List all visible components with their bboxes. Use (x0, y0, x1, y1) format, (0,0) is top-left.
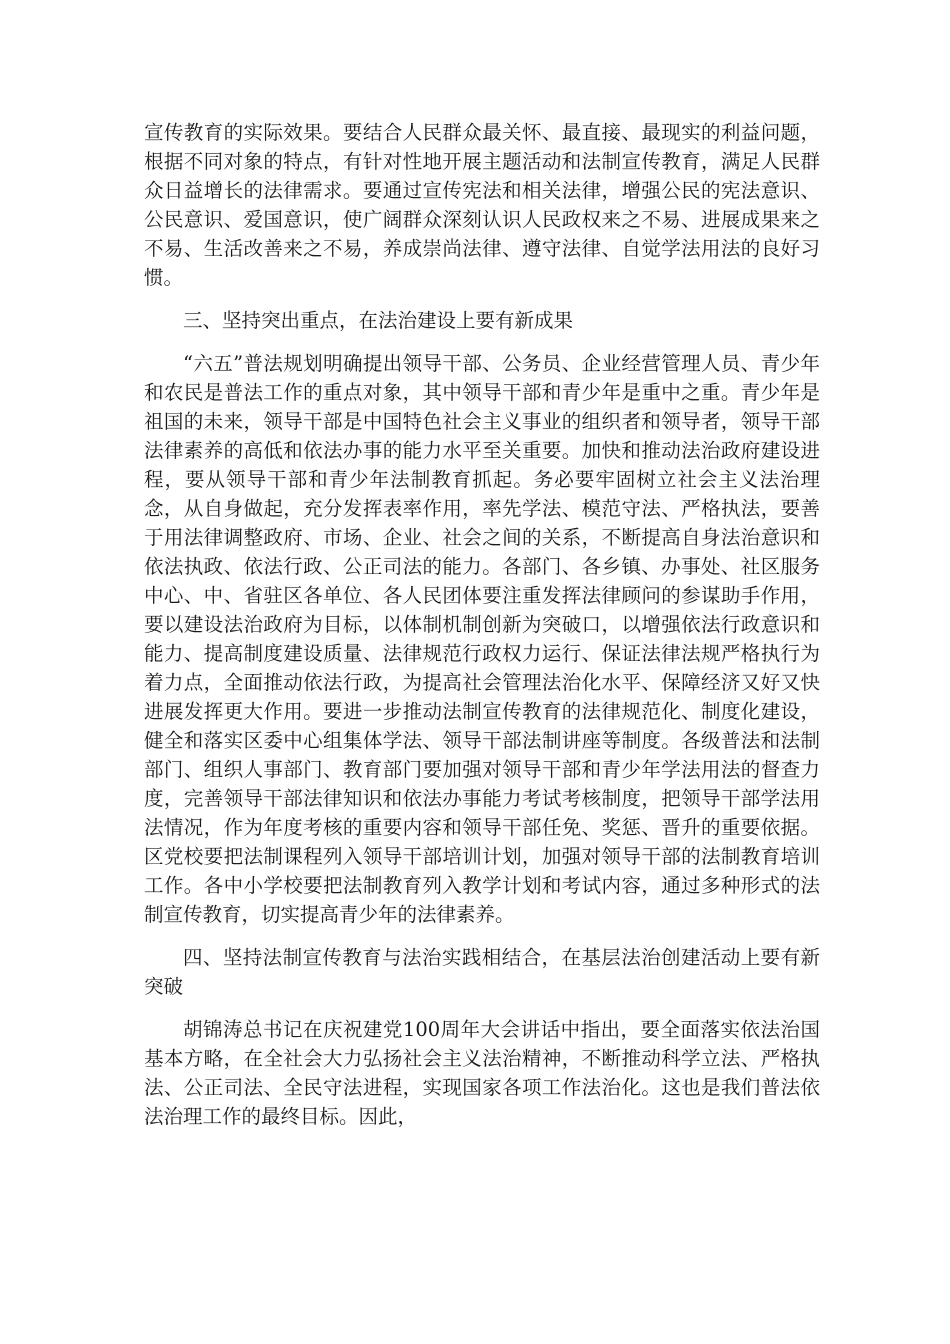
section-heading-3: 三、坚持突出重点，在法治建设上要有新成果 (183, 309, 574, 332)
body-paragraph-1: 宣传教育的实际效果。要结合人民群众最关怀、最直接、最现实的利益问题，根据不同对象的特点，有针对性地开展主题活动和法制宣传教育，满足人民群众日益增长的法律需求。要通过宣传宪法和相关法律，增强公民的宪法意识、公民意识、爱国意识，使广阔群众深刻认识人民政权来之不易、进展成果来之不易、生活改善来之不易，养成崇尚法律、遵守法律、自觉学法用法的良好习惯。 (144, 121, 820, 289)
section-heading-4: 四、坚持法制宣传教育与法治实践相结合，在基层法治创建活动上要有新突破 (144, 946, 820, 998)
body-paragraph-2: “六五”普法规划明确提出领导干部、公务员、企业经营管理人员、青少年和农民是普法工作的重点对象，其中领导干部和青少年是重中之重。青少年是祖国的未来，领导干部是中国特色社会主义事业的组织者和领导者，领导干部法律素养的高低和依法办事的能力水平至关重要。加快和推动法治政府建设进程，要从领导干部和青少年法制教育抓起。务必要牢固树立社会主义法治理念，从自身做起，充分发挥表率作用，率先学法、模范守法、严格执法，要善于用法律调整政府、市场、企业、社会之间的关系，不断提高自身法治意识和依法执政、依法行政、公正司法的能力。各部门、各乡镇、办事处、社区服务中心、中、省驻区各单位、各人民团体要注重发挥法律顾问的参谋助手作用，要以建设法治政府为目标，以体制机制创新为突破口，以增强依法行政意识和能力、提高制度建设质量、法律规范行政权力运行、保证法律法规严格执行为着力点，全面推动依法行政，为提高社会管理法治化水平、保障经济又好又快进展发挥更大作用。要进一步推动法制宣传教育的法律规范化、制度化建设，健全和落实区委中心组集体学法、领导干部法制讲座等制度。各级普法和法制部门、组织人事部门、教育部门要加强对领导干部和青少年学法用法的督查力度，完善领导干部法律知识和依法办事能力考试考核制度，把领导干部学法用法情况，作为年度考核的重要内容和领导干部任免、奖惩、晋升的重要依据。区党校要把法制课程列入领导干部培训计划，加强对领导干部的法制教育培训工作。各中小学校要把法制教育列入教学计划和考试内容，通过多种形式的法制宣传教育，切实提高青少年的法律素养。 (144, 352, 820, 926)
body-paragraph-3: 胡锦涛总书记在庆祝建党100周年大会讲话中指出，要全面落实依法治国基本方略，在全社会大力弘扬社会主义法治精神，不断推动科学立法、严格执法、公正司法、全民守法进程，实现国家各项工作法治化。这也是我们普法依法治理工作的最终目标。因此， (144, 1018, 820, 1128)
document-page (144, 118, 820, 1131)
